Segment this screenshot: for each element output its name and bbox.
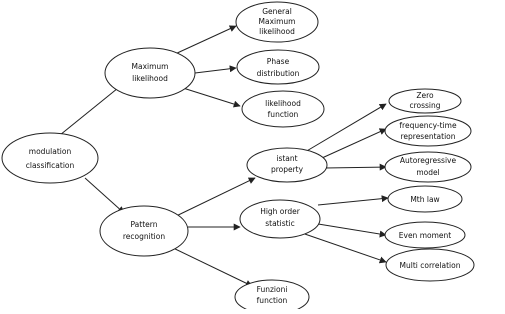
node-mth-law xyxy=(388,186,462,212)
node-maximum-likelihood xyxy=(105,48,195,98)
node-autoregressive-model xyxy=(385,152,471,182)
node-label-line: model xyxy=(416,168,440,177)
node-pattern-recognition xyxy=(100,206,188,256)
node-label-line: likelihood xyxy=(132,74,168,83)
node-label-line: likelihood xyxy=(259,27,295,36)
edge-istant-property-to-frequency-time-representation xyxy=(322,129,386,158)
edge-maximum-likelihood-to-likelihood-function xyxy=(183,88,240,106)
node-label-line: Maximum xyxy=(131,62,169,71)
node-high-order-statistic xyxy=(240,200,320,238)
node-label-line: General xyxy=(262,7,292,16)
node-label-line: Phase xyxy=(266,57,290,66)
node-label-line: function xyxy=(267,110,299,119)
node-multi-correlation xyxy=(386,249,474,281)
node-label-line: istant xyxy=(276,154,298,163)
node-label-line: statistic xyxy=(265,219,295,228)
node-label-line: representation xyxy=(400,132,456,141)
node-label-line: Funzioni xyxy=(256,285,288,294)
node-label-line: Multi correlation xyxy=(399,261,461,270)
node-label-line: likelihood xyxy=(265,99,301,108)
node-likelihood-function xyxy=(242,91,324,127)
node-phase-distribution xyxy=(237,50,319,84)
node-label-line: Pattern xyxy=(130,220,158,229)
edge-root-to-maximum-likelihood xyxy=(60,84,123,135)
node-label-line: Autoregressive xyxy=(399,156,457,165)
node-label-line: distribution xyxy=(256,69,300,78)
node-modulation-classification xyxy=(2,133,98,183)
node-frequency-time-representation xyxy=(385,116,471,146)
edge-istant-property-to-autoregressive-model xyxy=(325,167,386,168)
node-label-line: property xyxy=(270,165,304,174)
edge-high-order-statistic-to-mth-law xyxy=(318,198,388,205)
node-label-line: recognition xyxy=(122,232,166,241)
node-label-line: Maximum xyxy=(258,17,296,26)
node-label-line: function xyxy=(256,296,288,305)
node-label-line: Even moment xyxy=(398,231,452,240)
node-label-line: frequency-time xyxy=(399,121,457,130)
node-label-line: Zero xyxy=(416,91,434,100)
node-label-line: Mth law xyxy=(410,195,440,204)
node-funzioni-function xyxy=(235,280,309,309)
edge-high-order-statistic-to-multi-correlation xyxy=(299,232,386,262)
edge-pattern-recognition-to-funzioni-function xyxy=(169,246,252,286)
node-label-line: modulation xyxy=(28,147,72,156)
node-even-moment xyxy=(385,222,465,248)
edge-root-to-pattern-recognition xyxy=(85,178,124,213)
node-label-line: crossing xyxy=(409,101,441,110)
node-label-line: High order xyxy=(260,207,300,216)
node-general-maximum-likelihood xyxy=(236,2,318,42)
edge-high-order-statistic-to-even-moment xyxy=(312,223,386,235)
node-istant-property xyxy=(247,148,327,182)
node-label-line: classification xyxy=(25,161,75,170)
edge-maximum-likelihood-to-phase-distribution xyxy=(195,68,236,73)
node-zero-crossing xyxy=(389,89,461,113)
